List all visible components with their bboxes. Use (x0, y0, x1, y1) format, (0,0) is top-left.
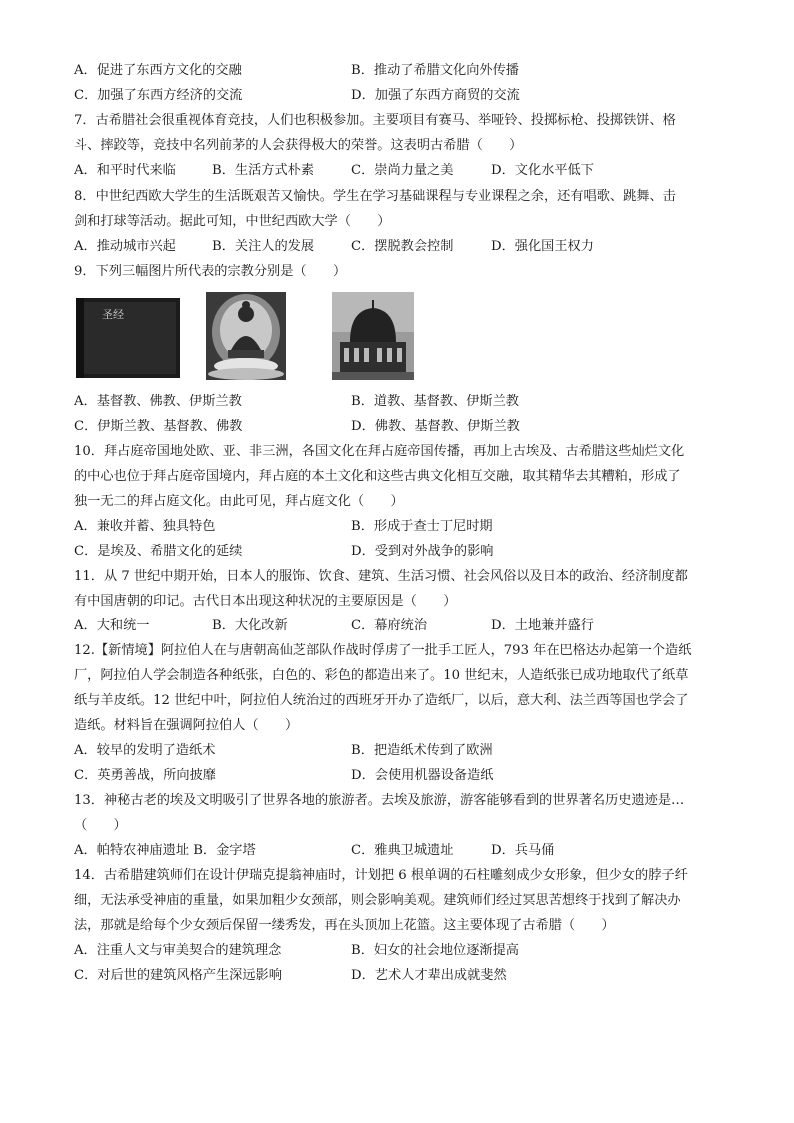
q10-option-b[interactable]: B．形成于查士丁尼时期 (351, 519, 493, 534)
q12-option-d[interactable]: D．会使用机器设备造纸 (351, 768, 494, 783)
q6-option-b[interactable]: B．推动了希腊文化向外传播 (351, 63, 519, 78)
q10-option-a[interactable]: A．兼收并蓄、独具特色 (74, 519, 216, 534)
q8-option-c[interactable]: C．摆脱教会控制 (351, 239, 454, 254)
q11-option-c[interactable]: C．幕府统治 (351, 618, 428, 633)
q8-option-d[interactable]: D．强化国王权力 (491, 239, 594, 254)
q11-options (74, 614, 724, 639)
q9-option-c[interactable]: C．伊斯兰教、基督教、佛教 (74, 419, 243, 434)
q7-stem-line2: 斗、摔跤等，竞技中名列前茅的人会获得极大的荣誉。这表明古希腊（ ） (74, 138, 523, 153)
q13-option-c[interactable]: C．雅典卫城遗址 (351, 843, 454, 858)
q10-option-c[interactable]: C．是埃及、希腊文化的延续 (74, 544, 243, 559)
q11-option-b[interactable]: B．大化改新 (212, 618, 288, 633)
q12-options-row2 (74, 764, 724, 789)
q8-option-a[interactable]: A．推动城市兴起 (74, 239, 176, 254)
q14-option-b[interactable]: B．妇女的社会地位逐渐提高 (351, 943, 519, 958)
q8-stem-line2: 剑和打球等活动。据此可知，中世纪西欧大学（ ） (74, 214, 391, 229)
q13-option-a-b[interactable]: A．帕特农神庙遗址 B．金字塔 (74, 843, 256, 858)
q8-option-b[interactable]: B．关注人的发展 (212, 239, 315, 254)
q7-option-b[interactable]: B．生活方式朴素 (212, 163, 315, 178)
q6-option-c[interactable]: C．加强了东西方经济的交流 (74, 88, 243, 103)
q11-option-d[interactable]: D．土地兼并盛行 (491, 618, 594, 633)
q10-options-row2 (74, 540, 724, 565)
q6-options-row2 (74, 84, 724, 109)
q14-option-d[interactable]: D．艺术人才辈出成就斐然 (351, 968, 507, 983)
q14-stem-line2: 细，无法承受神庙的重量，如果加粗少女颈部，则会影响美观。建筑师们经过冥思苦想终于找到了解决办 (74, 893, 681, 908)
q7-option-c[interactable]: C．崇尚力量之美 (351, 163, 454, 178)
mosque-dome-icon (332, 292, 414, 380)
q6-option-d[interactable]: D．加强了东西方商贸的交流 (351, 88, 520, 103)
q12-stem-line1: 12.【新情境】阿拉伯人在与唐朝高仙芝部队作战时俘虏了一批手工匠人，793 年在巴格达办起第一个造纸 (74, 643, 692, 658)
q10-stem-line2: 的中心也位于拜占庭帝国境内，拜占庭的本土文化和这些古典文化相互交融，取其精华去其糟粕，形成了 (74, 469, 681, 484)
bible-cover-title: 圣经 (102, 308, 124, 321)
q9-options-row2 (74, 415, 724, 440)
q10-option-d[interactable]: D．受到对外战争的影响 (351, 544, 494, 559)
q7-options (74, 159, 724, 184)
q11-option-a[interactable]: A．大和统一 (74, 618, 150, 633)
q9-option-d[interactable]: D．佛教、基督教、伊斯兰教 (351, 419, 520, 434)
q9-options-row1 (74, 390, 724, 415)
q10-stem-line3: 独一无二的拜占庭文化。由此可见，拜占庭文化（ ） (74, 494, 404, 509)
q6-option-a[interactable]: A．促进了东西方文化的交融 (74, 63, 242, 78)
q8-options (74, 235, 724, 260)
q9-option-b[interactable]: B．道教、基督教、伊斯兰教 (351, 394, 519, 409)
q10-stem-line1: 10．拜占庭帝国地处欧、亚、非三洲，各国文化在拜占庭帝国传播，再加上古埃及、古希腊这些灿烂文化 (74, 444, 685, 459)
q14-stem-line1: 14．古希腊建筑师们在设计伊瑞克提翁神庙时，计划把 6 根单调的石柱雕刻成少女形象，但少女的脖子纤 (74, 868, 688, 883)
q8-stem-line1: 8．中世纪西欧大学生的生活既艰苦又愉快。学生在学习基础课程与专业课程之余，还有唱歌、跳舞、击 (74, 189, 676, 204)
q7-stem-line1: 7．古希腊社会很重视体育竞技，人们也积极参加。主要项目有赛马、举哑铃、投掷标枪、投掷铁饼、格 (74, 113, 676, 128)
q9-pictures (74, 292, 724, 382)
bible-book-icon (76, 292, 182, 380)
q12-option-b[interactable]: B．把造纸术传到了欧洲 (351, 743, 493, 758)
buddha-statue-icon (206, 292, 286, 380)
q10-options-row1 (74, 515, 724, 540)
q14-option-c[interactable]: C．对后世的建筑风格产生深远影响 (74, 968, 282, 983)
q12-option-c[interactable]: C．英勇善战，所向披靡 (74, 768, 216, 783)
q13-stem-line1: 13．神秘古老的埃及文明吸引了世界各地的旅游者。去埃及旅游，游客能够看到的世界著名历史遗迹是… (74, 793, 685, 808)
q12-stem-line2: 厂，阿拉伯人学会制造各种纸张，白色的、彩色的都造出来了。10 世纪末，人造纸张已成功地取代了纸草 (74, 668, 689, 683)
q14-options-row2 (74, 964, 724, 989)
q12-options-row1 (74, 739, 724, 764)
q13-option-d[interactable]: D．兵马俑 (491, 843, 555, 858)
q11-stem-line2: 有中国唐朝的印记。古代日本出现这种状况的主要原因是（ ） (74, 594, 457, 609)
q12-stem-line4: 造纸。材料旨在强调阿拉伯人（ ） (74, 718, 299, 733)
q14-options-row1 (74, 939, 724, 964)
q14-option-a[interactable]: A．注重人文与审美契合的建筑理念 (74, 943, 282, 958)
q7-option-a[interactable]: A．和平时代来临 (74, 163, 176, 178)
q13-options (74, 839, 724, 864)
q7-option-d[interactable]: D．文化水平低下 (491, 163, 594, 178)
q6-options-row1 (74, 59, 724, 84)
q9-option-a[interactable]: A．基督教、佛教、伊斯兰教 (74, 394, 242, 409)
q9-stem: 9．下列三幅图片所代表的宗教分别是（ ） (74, 264, 347, 279)
q13-stem-line2: （ ） (74, 818, 127, 833)
q14-stem-line3: 法，那就是给每个少女颈后保留一缕秀发，再在头顶加上花篮。这主要体现了古希腊（ ） (74, 918, 615, 933)
q12-option-a[interactable]: A．较早的发明了造纸术 (74, 743, 216, 758)
q12-stem-line3: 纸与羊皮纸。12 世纪中叶，阿拉伯人统治过的西班牙开办了造纸厂，以后，意大利、法兰西等国也学会了 (74, 693, 689, 708)
q11-stem-line1: 11．从 7 世纪中期开始，日本人的服饰、饮食、建筑、生活习惯、社会风俗以及日本的政治、经济制度都 (74, 569, 688, 584)
